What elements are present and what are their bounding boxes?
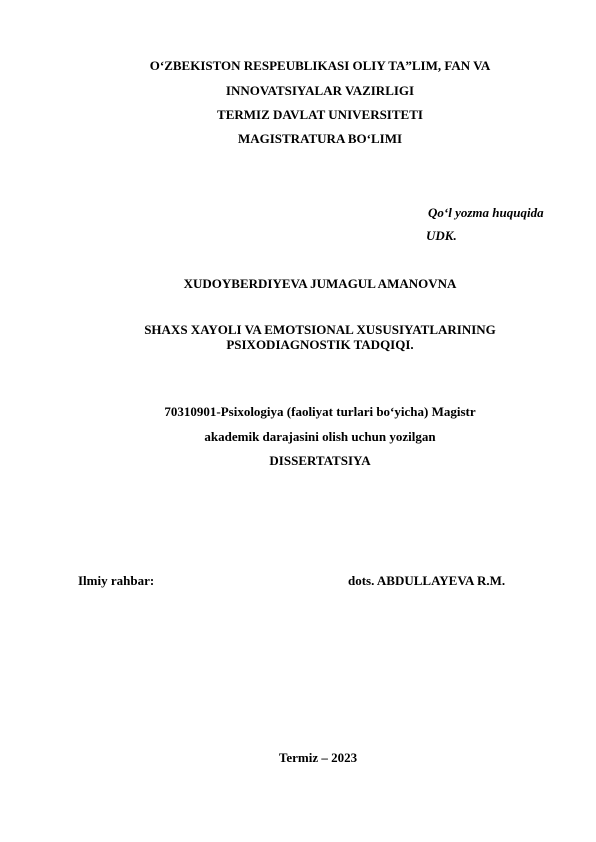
supervisor-label: Ilmiy rahbar: (78, 573, 155, 588)
place-and-year: Termiz – 2023 (278, 750, 358, 765)
author-name: XUDOYBERDIYEVA JUMAGUL AMANOVNA (183, 276, 457, 291)
university-name: TERMIZ DAVLAT UNIVERSITETI (217, 107, 423, 122)
specialty-line-2: akademik darajasini olish uchun yozilgan (204, 429, 436, 444)
ministry-line-1: O‘ZBEKISTON RESPEUBLIKASI OLIY TA”LIM, FAN VA (149, 58, 491, 73)
manuscript-rights-note: Qo‘l yozma huquqida (428, 205, 544, 220)
thesis-title-line-2: PSIXODIAGNOSTIK TADQIQI. (226, 337, 414, 352)
ministry-line-2: INNOVATSIYALAR VAZIRLIGI (225, 83, 415, 98)
thesis-title-line-1: SHAXS XAYOLI VA EMOTSIONAL XUSUSIYATLARINING (144, 322, 496, 337)
supervisor-name: dots. ABDULLAYEVA R.M. (348, 573, 506, 588)
specialty-line-1: 70310901-Psixologiya (faoliyat turlari bo‘yicha) Magistr (164, 404, 476, 419)
udk-label: UDK. (426, 228, 457, 243)
document-type: DISSERTATSIYA (269, 453, 371, 468)
department-name: MAGISTRATURA BO‘LIMI (237, 131, 403, 146)
